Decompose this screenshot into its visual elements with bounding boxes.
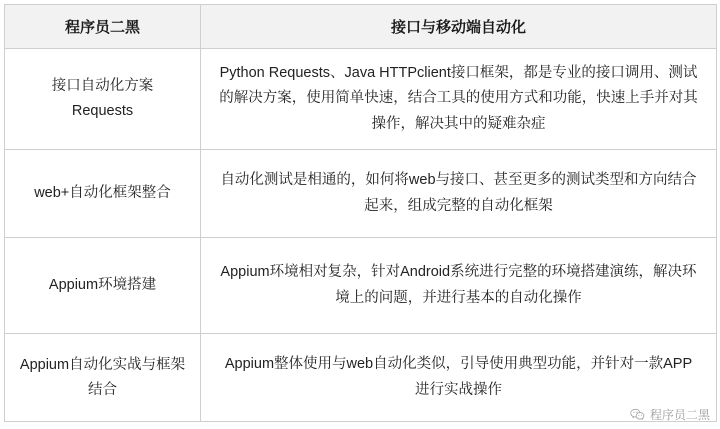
watermark-label: 程序员二黑: [649, 408, 710, 422]
row-topic: web+自动化框架整合: [5, 150, 201, 238]
wechat-icon: [630, 408, 645, 421]
row-topic: 接口自动化方案 Requests: [5, 49, 201, 150]
table-row: [5, 238, 717, 334]
table-body: [5, 49, 717, 422]
row-detail: Appium环境相对复杂，针对Android系统进行完整的环境搭建演练，解决环境上的问题，并进行基本的自动化操作: [201, 238, 717, 334]
watermark: [630, 406, 710, 423]
column-header-topic: 程序员二黑: [5, 5, 201, 49]
row-detail: Appium整体使用与web自动化类似，引导使用典型功能，并针对一款APP进行实战操作: [201, 334, 717, 422]
row-topic: Appium环境搭建: [5, 238, 201, 334]
column-header-description: 接口与移动端自动化: [201, 5, 717, 49]
table-row: [5, 150, 717, 238]
row-detail: 自动化测试是相通的，如何将web与接口、甚至更多的测试类型和方向结合起来，组成完整的自动化框架: [201, 150, 717, 238]
course-outline-table: [4, 4, 717, 422]
table-header: [5, 5, 717, 49]
table-header-row: [5, 5, 717, 49]
row-topic: Appium自动化实战与框架结合: [5, 334, 201, 422]
table-row: [5, 49, 717, 150]
table-row: [5, 334, 717, 422]
row-detail: Python Requests、Java HTTPclient接口框架，都是专业的接口调用、测试的解决方案，使用简单快速，结合工具的使用方式和功能，快速上手并对其操作，解决其中的疑难杂症: [201, 49, 717, 150]
document-page: [0, 4, 720, 429]
